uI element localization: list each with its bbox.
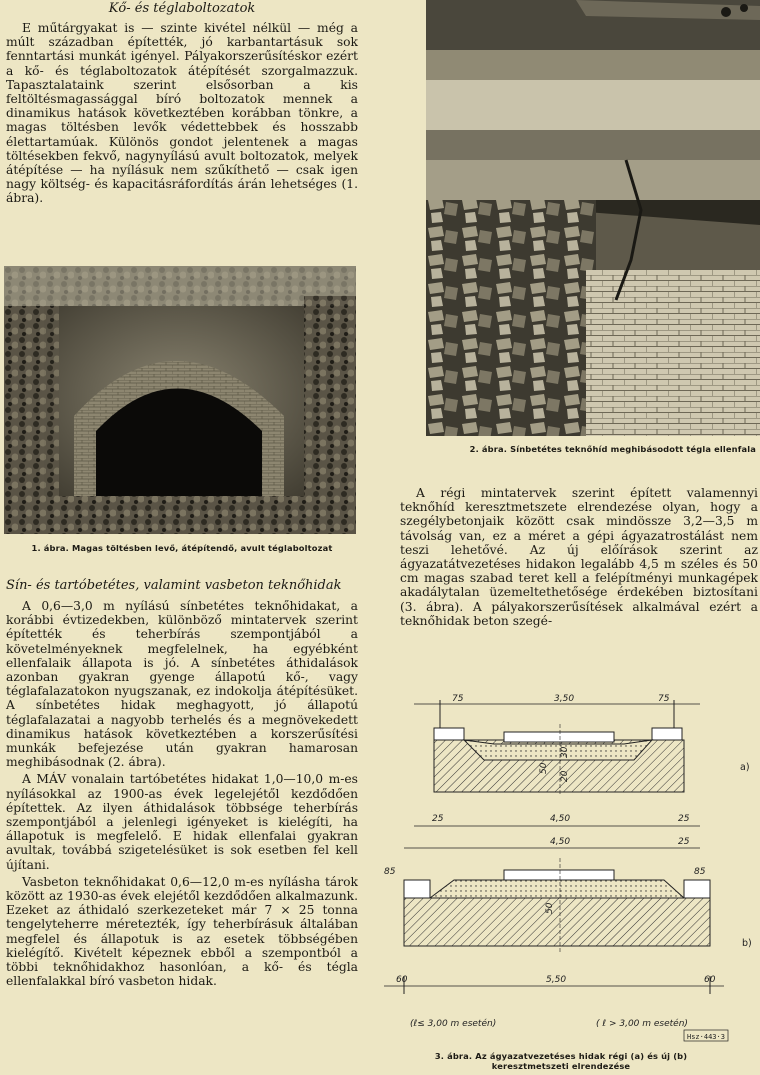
wall-photo-image <box>426 0 760 436</box>
dim-b-450: 4,50 <box>550 837 571 847</box>
section1-paragraph: E műtárgyakat is — szinte kivétel nélkül — még a múlt században építették, jó karbantartásuk sok fenntartási munkát igényel. Pályakorszerűsítéskor ezért a kő- és téglaboltozatok átépítését szorgalmazzuk. Tapasztalataink szerint elsősorban a kis feltöltésmagassággal bíró boltozatok mennek a dinamikus hatások következtében korábban tönkre, a magas töltésben levők védettebbek és hosszabb élettartamúak. Különös gondot jelentenek a magas töltésekben fekvő, nagynyílású avult boltozatok, melyek átépítése — ha nyílásuk nem szűkíthető — csak igen nagy költség- és kapacitásráfordítás árán lehetséges (1. ábra). <box>6 21 358 206</box>
dim-b-85-right: 85 <box>694 867 706 877</box>
dim-bottom-60-right: 60 <box>704 975 716 985</box>
section-a <box>414 694 700 796</box>
figure1-photo <box>4 266 356 534</box>
figure2-caption-wrap <box>412 444 756 454</box>
figure2-caption: 2. ábra. Sínbetétes teknőhíd meghibásodott tégla ellenfala <box>469 444 756 454</box>
section-b <box>384 837 710 952</box>
left-column <box>6 0 358 206</box>
dim-mid-450: 4,50 <box>550 814 571 824</box>
right-column-text <box>400 486 758 628</box>
section2-paragraph-2: A MÁV vonalain tartóbetétes hidakat 1,0—10,0 m-es nyílásokkal az 1900-as évek legelejétől kezdődően építettek. Az ilyen áthidalások többsége teherbírás szempontjából a jelenlegi igényeket is kielégíti, ha állapotuk is megfelelő. E hidak ellenfalai gyakran avultak, továbbá szigetelésüket is sok esetben fel kell újítani. <box>6 772 358 872</box>
dim-b-25: 25 <box>678 837 690 847</box>
dim-a-50: 50 <box>539 762 549 774</box>
dimension-mid <box>414 814 700 826</box>
section2-paragraph-3: Vasbeton teknőhidakat 0,6—12,0 m-es nyílásha tárok között az 1930-as évek elejétől kezdődően alkalmazunk. Ezeket az áthidaló szerkezeteket már 7 × 25 tonna tengelyteherre méretezték, így teherbírásuk általában megfelel és állapotuk is az esetek többségében kielégítő. Kivételt képeznek ebből a szempontból a többi teknőhidakhoz hasonlóan, a kő- és tégla ellenfalakkal bíró vasbeton hidak. <box>6 874 358 989</box>
figure3-caption-line2: keresztmetszeti elrendezése <box>491 1061 631 1071</box>
dim-mid-25-left: 25 <box>432 814 444 824</box>
dim-b-50: 50 <box>545 902 555 914</box>
cross-section-diagram <box>374 684 760 1075</box>
label-b: b) <box>742 938 752 949</box>
dim-a-30: 30 <box>560 746 570 758</box>
figure3-drawing <box>374 684 760 1075</box>
left-column-lower <box>6 578 358 988</box>
dim-bottom-550: 5,50 <box>546 975 567 985</box>
dim-bottom-60-left: 60 <box>396 975 408 985</box>
dim-a-20: 20 <box>560 770 570 782</box>
dim-a-75-left: 75 <box>452 694 464 704</box>
label-a: a) <box>740 762 750 773</box>
figure2-photo <box>426 0 760 436</box>
figure3-stamp: Hsz·443·3 <box>687 1033 725 1041</box>
section2-heading: Sín- és tartóbetétes, valamint vasbeton teknőhidak <box>6 578 342 593</box>
note-right: ( ℓ > 3,00 m esetén) <box>596 1019 688 1029</box>
section1-heading: Kő- és téglaboltozatok <box>108 1 256 16</box>
dim-a-350: 3,50 <box>554 694 575 704</box>
figure3-caption-wrap <box>378 1051 744 1071</box>
figure1-caption: 1. ábra. Magas töltésben levő, átépítendő, avult téglaboltozat <box>31 543 333 553</box>
dim-b-85-left: 85 <box>384 867 396 877</box>
note-left: (ℓ≤ 3,00 m esetén) <box>410 1019 497 1029</box>
dimension-bottom <box>384 975 724 994</box>
dim-mid-25-right: 25 <box>678 814 690 824</box>
vault-photo-image <box>4 266 356 534</box>
section2-paragraph-1: A 0,6—3,0 m nyílású sínbetétes teknőhidakat, a korábbi évtizedekben, különböző mintatervek szerint építették és teherbírás szempontjából a követelményeknek megfelelnek, ha egyébként ellenfalaik állapota is jó. A sínbetétes áthidalások azonban gyakran gyenge állapotú kő-, vagy téglafalazatokon nyugszanak, ez indokolja átépítésüket. A sínbetétes hidak meghagyott, jó állapotú téglafalazatai a nagyobb terhelés és a megnövekedett dinamikus hatások következtében a korszerűsítési munkák befejezése után gyakran hamarosan meghibásodnak (2. ábra). <box>6 599 358 770</box>
dim-a-75-right: 75 <box>658 694 670 704</box>
right-paragraph: A régi mintatervek szerint épített valamennyi teknőhíd keresztmetszete elrendezése olyan, hogy a szegélybetonjaik között csak mindössze 3,2—3,5 m távolság van, ez a méret a gépi ágyazatrostálást nem teszi lehetővé. Az új előírások szerint az ágyazatátvezetéses hidakon legalább 4,5 m széles és 50 cm magas szabad teret kell a felépítményi munkagépek akadálytalan üzemeltethetősége érdekében biztosítani (3. ábra). A pályakorszerűsítések alkalmával ezért a teknőhidak beton szegé- <box>400 486 758 628</box>
figure1-caption-wrap <box>6 543 358 553</box>
figure3-caption-line1: 3. ábra. Az ágyazatvezetéses hidak régi (a) és új (b) <box>434 1051 688 1061</box>
